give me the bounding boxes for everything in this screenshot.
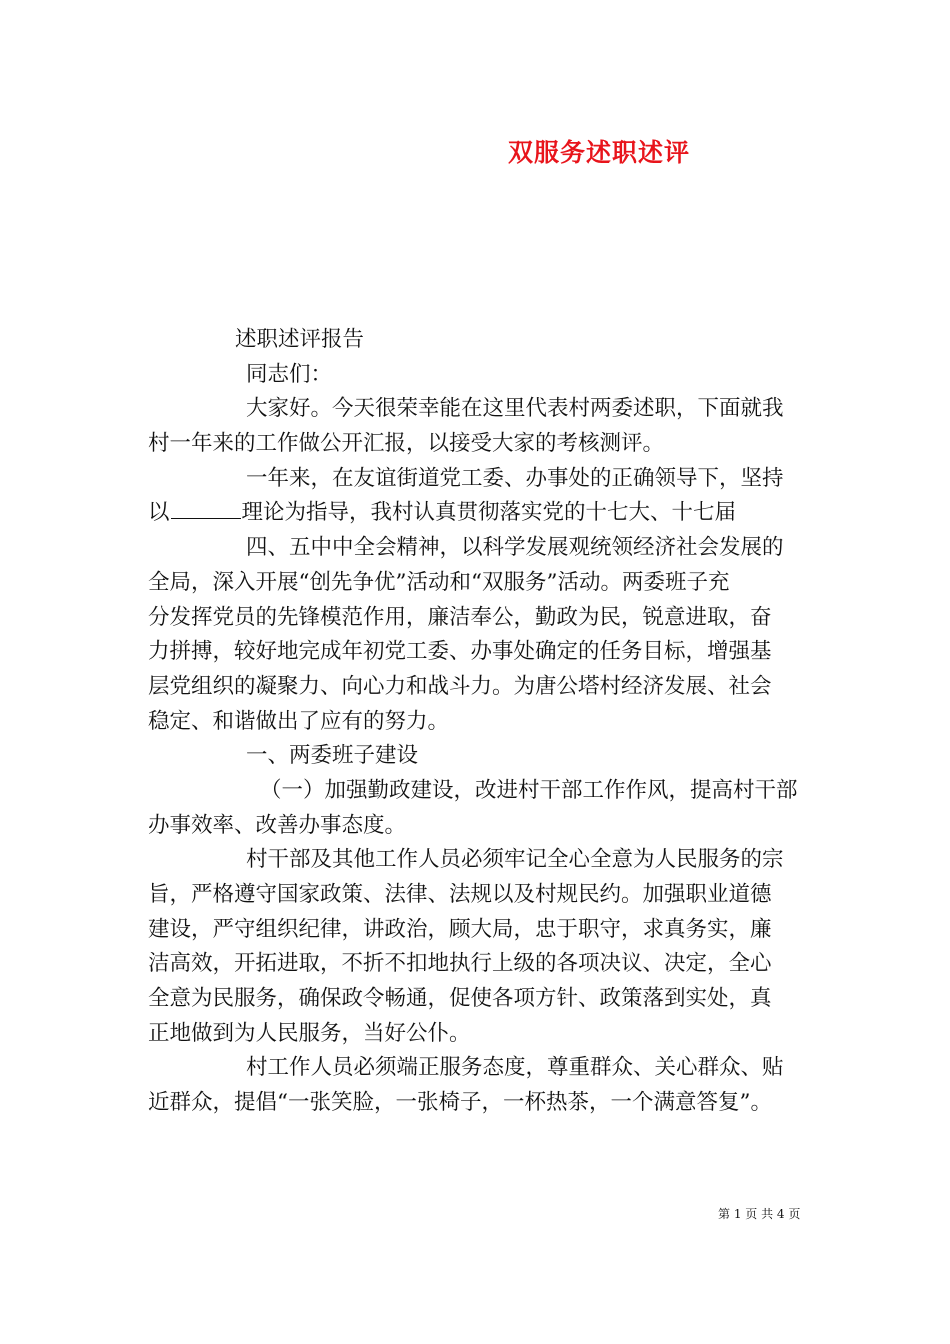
paragraph-line [148, 496, 808, 531]
paragraph-line: 办事效率、改善办事态度。 [148, 812, 407, 838]
paragraph-line: 正地做到为人民服务，当好公仆。 [148, 1020, 471, 1046]
paragraph-line: 四、五中中全会精神，以科学发展观统领经济社会发展的 [246, 535, 784, 561]
paragraph-line: 全局，深入开展“创先争优”活动和“双服务”活动。两委班子充 [148, 569, 730, 595]
fill-in-blank [171, 498, 241, 519]
paragraph-line: 一年来，在友谊街道党工委、办事处的正确领导下，坚持 [246, 465, 784, 491]
paragraph-line-start: 以 [148, 500, 170, 526]
paragraph-line: 分发挥党员的先锋模范作用，廉洁奉公，勤政为民，锐意进取，奋 [148, 604, 772, 630]
paragraph-line: 建设，严守组织纪律，讲政治，顾大局，忠于职守，求真务实，廉 [148, 916, 772, 942]
paragraph-line-end: 理论为指导，我村认真贯彻落实党的十七大、十七届 [241, 500, 737, 526]
paragraph-line: 旨，严格遵守国家政策、法律、法规以及村规民约。加强职业道德 [148, 882, 772, 907]
document-title: 双服务述职述评 [508, 138, 691, 167]
paragraph-line: 稳定、和谐做出了应有的努力。 [148, 708, 450, 734]
paragraph-line: 全意为民服务，确保政令畅通，促使各项方针、政策落到实处，真 [148, 986, 772, 1012]
paragraph-line: 层党组织的凝聚力、向心力和战斗力。为唐公塔村经济发展、社会 [148, 673, 772, 699]
subsection-heading: （一）加强勤政建设，改进村干部工作作风，提高村干部 [260, 777, 798, 803]
page-number: 第 1 页 共 4 页 [718, 1207, 801, 1221]
paragraph-line: 大家好。今天很荣幸能在这里代表村两委述职，下面就我 [246, 396, 784, 422]
paragraph-line: 村工作人员必须端正服务态度，尊重群众、关心群众、贴 [246, 1055, 784, 1081]
section-heading: 一、两委班子建设 [246, 743, 419, 769]
paragraph-line: 力拼搏，较好地完成年初党工委、办事处确定的任务目标，增强基 [148, 639, 772, 665]
document-body [148, 323, 808, 1121]
salutation: 同志们： [246, 361, 333, 387]
paragraph-line: 近群众，提倡“一张笑脸，一张椅子，一杯热茶，一个满意答复”。 [148, 1090, 772, 1116]
report-heading: 述职述评报告 [235, 327, 365, 352]
paragraph-line: 村干部及其他工作人员必须牢记全心全意为人民服务的宗 [246, 847, 784, 873]
paragraph-line: 村一年来的工作做公开汇报，以接受大家的考核测评。 [148, 431, 665, 457]
paragraph-line: 洁高效，开拓进取，不折不扣地执行上级的各项决议、决定，全心 [148, 951, 772, 977]
